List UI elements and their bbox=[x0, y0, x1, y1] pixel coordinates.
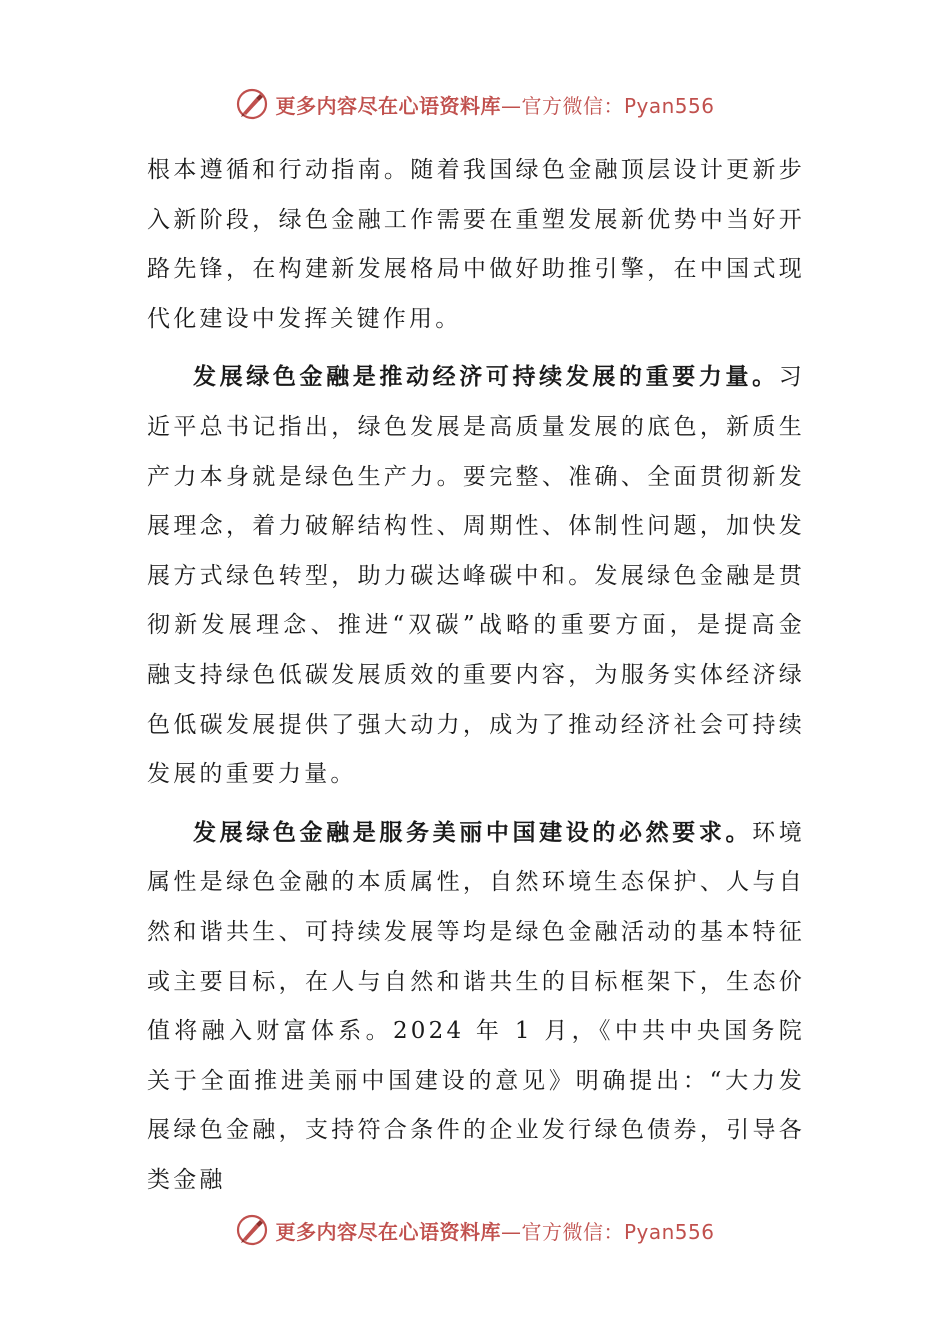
footer-library-name: 更多内容尽在心语资料库 bbox=[275, 1219, 501, 1244]
paragraph-2-lead: 发展绿色金融是推动经济可持续发展的重要力量。 bbox=[193, 364, 779, 391]
header-library-name: 更多内容尽在心语资料库 bbox=[275, 93, 501, 118]
header-banner bbox=[0, 84, 950, 124]
paragraph-3-lead: 发展绿色金融是服务美丽中国建设的必然要求。 bbox=[193, 819, 753, 846]
paragraph-2-text: 习近平总书记指出，绿色发展是高质量发展的底色，新质生产力本身就是绿色生产力。要完整、准确、全面贯彻新发展理念，着力破解结构性、周期性、体制性问题，加快发展方式绿色转型，助力碳达峰碳中和。发展绿色金融是贯彻新发展理念、推进“双碳”战略的重要方面，是提高金融支持绿色低碳发展质效的重要内容，为服务实体经济绿色低碳发展提供了强大动力，成为了推动经济社会可持续发展的重要力量。 bbox=[147, 364, 805, 788]
paragraph-3-text: 环境属性是绿色金融的本质属性，自然环境生态保护、人与自然和谐共生、可持续发展等均是绿色金融活动的基本特征或主要目标，在人与自然和谐共生的目标框架下，生态价值将融入财富体系。2024 年 1 月，《中共中央国务院关于全面推进美丽中国建设的意见》明确提出：“大力发展绿色金融，支持符合条件的企业发行绿色债券，引导各类金融 bbox=[147, 819, 805, 1193]
document-body bbox=[147, 146, 805, 1205]
paragraph-1-text: 根本遵循和行动指南。随着我国绿色金融顶层设计更新步入新阶段，绿色金融工作需要在重塑发展新优势中当好开路先锋，在构建新发展格局中做好助推引擎，在中国式现代化建设中发挥关键作用。 bbox=[147, 157, 805, 332]
pen-logo-icon bbox=[235, 87, 269, 121]
footer-wechat: 官方微信：Pyan556 bbox=[521, 1219, 715, 1244]
paragraph-1 bbox=[147, 146, 805, 344]
footer-banner bbox=[0, 1210, 950, 1250]
header-dash: — bbox=[500, 93, 522, 118]
footer-banner-text bbox=[275, 1216, 714, 1245]
pen-logo-icon bbox=[235, 1213, 269, 1247]
header-banner-text bbox=[275, 90, 714, 119]
footer-dash: — bbox=[500, 1219, 522, 1244]
header-wechat: 官方微信：Pyan556 bbox=[521, 93, 715, 118]
paragraph-3 bbox=[147, 809, 805, 1206]
paragraph-2 bbox=[147, 353, 805, 799]
